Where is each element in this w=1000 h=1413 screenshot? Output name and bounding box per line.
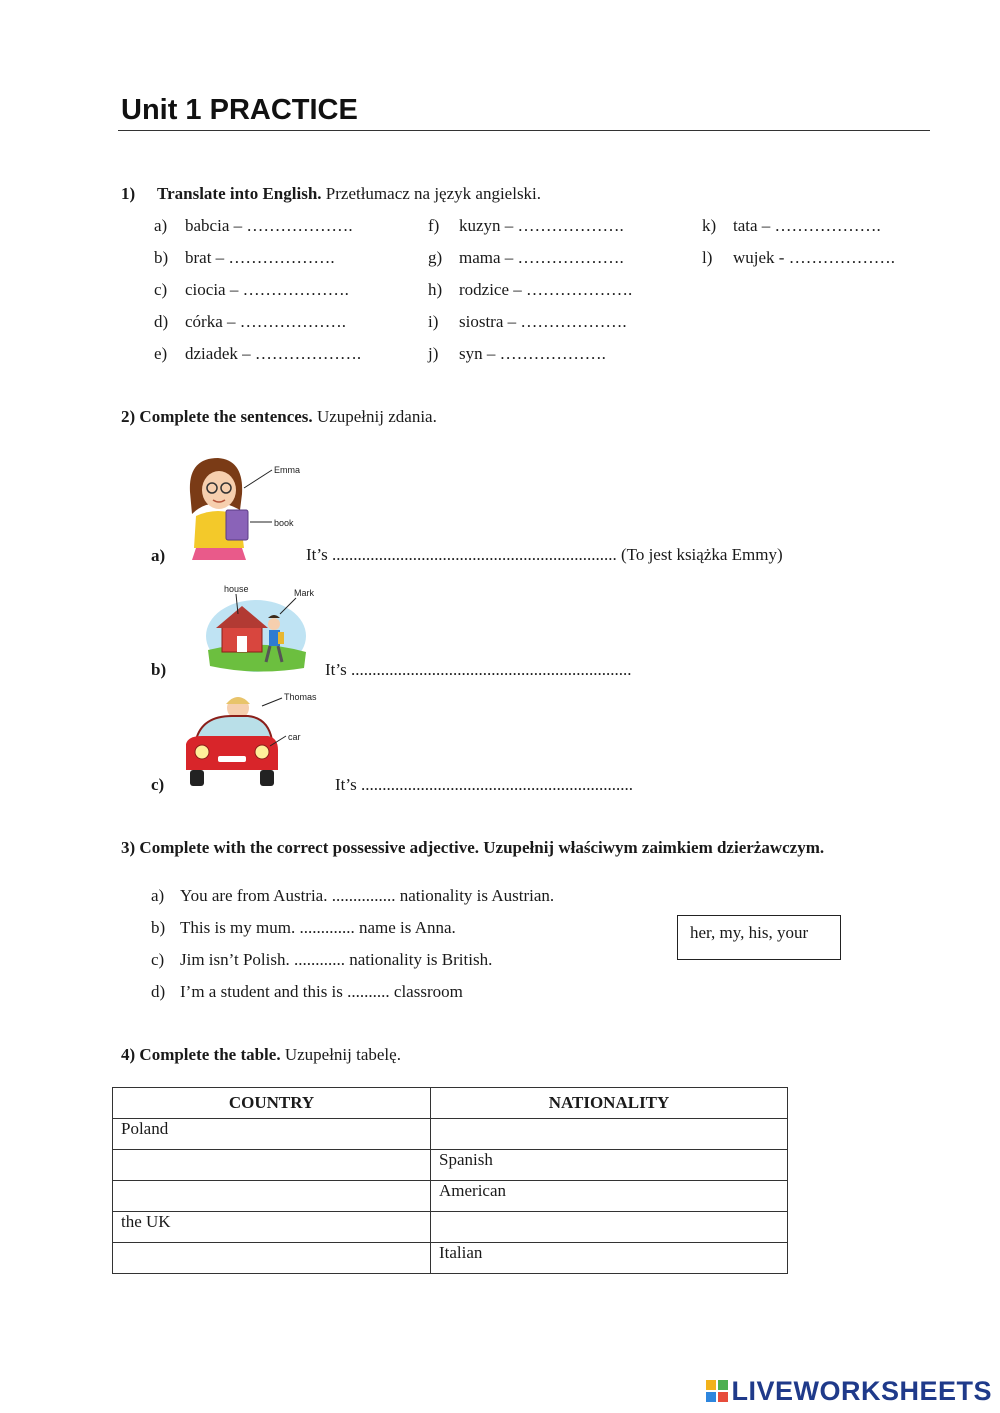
country-cell[interactable] — [113, 1181, 431, 1212]
translate-item — [702, 248, 895, 268]
item-letter: a) — [151, 886, 165, 905]
item-text[interactable]: syn – ………………. — [459, 344, 606, 363]
boy-head — [268, 618, 280, 630]
translate-item — [154, 248, 335, 268]
thomas-hair — [226, 697, 250, 704]
item-letter: j) — [428, 344, 439, 363]
table-row — [113, 1212, 788, 1243]
exercise-1-instruction-polish: Przetłumacz na język angielski. — [325, 184, 542, 203]
item-letter: b) — [154, 248, 169, 267]
exercise-2-instruction-polish: Uzupełnij zdania. — [316, 407, 437, 426]
table-row — [113, 1150, 788, 1181]
house-door — [237, 636, 247, 652]
item-letter: c) — [151, 950, 165, 969]
boy-backpack — [278, 632, 284, 644]
item-letter: i) — [428, 312, 439, 331]
item-text[interactable]: dziadek – ………………. — [185, 344, 362, 363]
translate-item — [154, 216, 353, 236]
table-header-row — [113, 1088, 788, 1119]
item-text[interactable]: wujek - ………………. — [733, 248, 895, 267]
item-text[interactable]: mama – ………………. — [459, 248, 624, 267]
translate-item — [702, 216, 881, 236]
item-text[interactable]: This is my mum. ............. name is Anna. — [180, 918, 456, 937]
girl-with-book-illustration — [180, 452, 310, 564]
item-text[interactable]: You are from Austria. ............... nationality is Austrian. — [180, 886, 555, 905]
sentence-c-label: c) — [151, 775, 165, 794]
item-letter: e) — [154, 344, 168, 363]
item-text[interactable]: Jim isn’t Polish. ............ nationality is British. — [180, 950, 493, 969]
sentence-b[interactable]: It’s .................................................................. — [325, 660, 632, 679]
house-callout: house — [224, 584, 249, 594]
exercise-1-instruction-bold: Translate into English. — [157, 184, 322, 203]
house-and-boy-illustration — [200, 580, 330, 680]
table-row — [113, 1181, 788, 1212]
item-letter: g) — [428, 248, 443, 267]
item-text[interactable]: córka – ………………. — [185, 312, 347, 331]
exercise-2-instruction-bold: 2) Complete the sentences. — [121, 407, 313, 426]
book-callout: book — [274, 518, 294, 528]
item-text[interactable]: siostra – ………………. — [459, 312, 627, 331]
item-letter: f) — [428, 216, 440, 235]
nationality-cell[interactable]: Spanish — [431, 1150, 788, 1181]
item-letter: h) — [428, 280, 443, 299]
translate-item — [154, 344, 361, 364]
item-letter: l) — [702, 248, 713, 267]
sentence-a-label: a) — [151, 546, 166, 565]
translate-item — [154, 280, 349, 300]
item-text[interactable]: rodzice – ………………. — [459, 280, 633, 299]
exercise-4-instruction-polish: Uzupełnij tabelę. — [284, 1045, 401, 1064]
sentence-b-label: b) — [151, 660, 167, 679]
liveworksheets-logo-icon — [706, 1380, 728, 1402]
emma-arrow — [244, 470, 272, 488]
sentence-c[interactable]: It’s ................................................................ — [335, 775, 633, 794]
thomas-callout: Thomas — [284, 692, 317, 702]
item-letter: d) — [151, 982, 166, 1001]
car-wheel-left — [190, 770, 204, 786]
translate-item — [428, 216, 624, 236]
country-cell[interactable]: Poland — [113, 1119, 431, 1150]
sentence-a[interactable]: It’s ................................................................... (To jest książka Emmy) — [306, 545, 783, 564]
thomas-arrow — [262, 698, 282, 706]
item-letter: a) — [154, 216, 168, 235]
mark-callout: Mark — [294, 588, 314, 598]
country-nationality-table — [112, 1087, 788, 1274]
car-headlight-left — [195, 745, 209, 759]
car-wheel-right — [260, 770, 274, 786]
nationality-cell[interactable]: American — [431, 1181, 788, 1212]
nationality-cell[interactable] — [431, 1119, 788, 1150]
page-title: Unit 1 PRACTICE — [121, 94, 358, 126]
translate-item — [154, 312, 346, 332]
nationality-cell[interactable]: Italian — [431, 1243, 788, 1274]
nationality-cell[interactable] — [431, 1212, 788, 1243]
table-row — [113, 1243, 788, 1274]
item-text[interactable]: tata – ………………. — [733, 216, 881, 235]
item-text[interactable]: I’m a student and this is .......... classroom — [180, 982, 463, 1001]
possessive-item — [151, 982, 463, 1002]
car-headlight-right — [255, 745, 269, 759]
item-letter: d) — [154, 312, 169, 331]
item-letter: c) — [154, 280, 168, 299]
exercise-1-instruction — [121, 184, 541, 204]
translate-item — [428, 344, 606, 364]
liveworksheets-logo — [706, 1376, 992, 1407]
exercise-3-instruction: 3) Complete with the correct possessive adjective. Uzupełnij właściwym zaimkiem dzierżawczym. — [121, 838, 825, 857]
translate-item — [428, 312, 627, 332]
title-divider — [118, 130, 930, 131]
boy-in-car-illustration — [182, 690, 322, 794]
possessive-item — [151, 886, 554, 906]
country-cell[interactable] — [113, 1150, 431, 1181]
possessive-item — [151, 918, 456, 938]
country-cell[interactable] — [113, 1243, 431, 1274]
item-letter: k) — [702, 216, 717, 235]
translate-item — [428, 280, 632, 300]
car-callout: car — [288, 732, 301, 742]
item-text[interactable]: ciocia – ………………. — [185, 280, 349, 299]
column-header-country: COUNTRY — [113, 1088, 431, 1119]
liveworksheets-logo-text: LIVEWORKSHEETS — [731, 1376, 992, 1406]
skirt-shape — [192, 548, 246, 560]
country-cell[interactable]: the UK — [113, 1212, 431, 1243]
item-text[interactable]: babcia – ………………. — [185, 216, 353, 235]
exercise-2-instruction — [121, 407, 437, 427]
item-letter: b) — [151, 918, 166, 937]
exercise-1-number: 1) — [121, 184, 136, 203]
table-row — [113, 1119, 788, 1150]
emma-callout: Emma — [274, 465, 301, 475]
word-bank-box: her, my, his, your — [677, 915, 841, 960]
item-text[interactable]: brat – ………………. — [185, 248, 335, 267]
column-header-nationality: NATIONALITY — [431, 1088, 788, 1119]
exercise-4-instruction-bold: 4) Complete the table. — [121, 1045, 281, 1064]
exercise-4-instruction — [121, 1045, 401, 1065]
translate-item — [428, 248, 624, 268]
possessive-item — [151, 950, 492, 970]
book-shape — [226, 510, 248, 540]
item-text[interactable]: kuzyn – ………………. — [459, 216, 624, 235]
car-grille — [218, 756, 246, 762]
